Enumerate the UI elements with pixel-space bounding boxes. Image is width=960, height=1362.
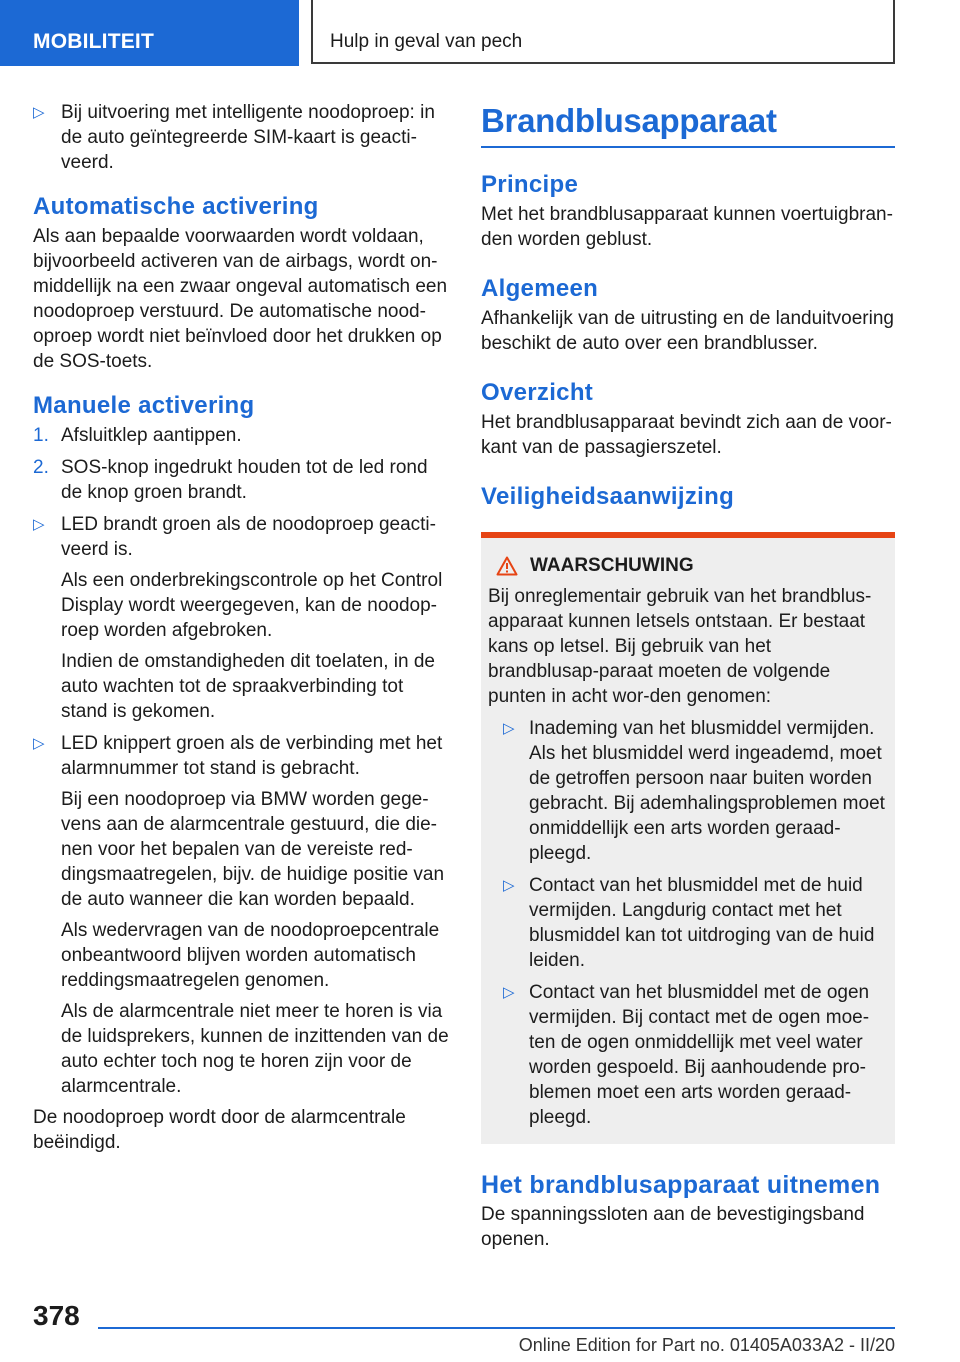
footer-divider (98, 1327, 895, 1329)
paragraph: Als een onderbrekingscontrole op het Control Display wordt weergegeven, kan de noodop-roep worden afgebroken. (61, 570, 443, 641)
paragraph-general: Afhankelijk van de uitrusting en de landuitvoering beschikt de auto over een brandblusser. (481, 308, 894, 354)
step-number: 1. (33, 425, 49, 446)
paragraph-principle: Met het brandblusapparaat kunnen voertuigbran-den worden geblust. (481, 204, 893, 250)
triangle-bullet-icon: ▷ (33, 516, 45, 533)
paragraph: Als de alarmcentrale niet meer te horen is via de luidsprekers, kunnen de inzittenden van de auto echter toch nog te horen zijn voor de alarmcentrale. (61, 1001, 449, 1097)
list-item (33, 423, 449, 448)
warning-title (488, 552, 887, 580)
paragraph-remove: De spanningssloten aan de bevestigingsband openen. (481, 1204, 865, 1250)
paragraph: Indien de omstandigheden dit toelaten, in de auto wachten tot de spraakverbinding tot stand is gekomen. (61, 651, 435, 722)
list-item (503, 980, 887, 1130)
paragraph-overview: Het brandblusapparaat bevindt zich aan de voor-kant van de passagierszetel. (481, 412, 892, 458)
list-item (33, 731, 449, 781)
step-text: Afsluitklep aantippen. (61, 425, 242, 446)
triangle-bullet-icon: ▷ (33, 735, 45, 752)
triangle-bullet-icon: ▷ (503, 984, 515, 1001)
paragraph-automatic: Als aan bepaalde voorwaarden wordt voldaan, bijvoorbeeld activeren van de airbags, wordt on-middellijk na een zwaar ongeval automatisch een noodoproep verstuurd. De automatische nood-oproep wordt niet beïnvloed door het drukken op de SOS-toets. (33, 226, 448, 372)
step-text: SOS-knop ingedrukt houden tot de led rond de knop groen brandt. (61, 457, 428, 503)
page-title: Brandblusapparaat (481, 100, 895, 148)
right-column (481, 100, 895, 1252)
paragraph-closing: De noodoproep wordt door de alarmcentrale beëindigd. (33, 1107, 406, 1153)
warning-triangle-icon (496, 556, 518, 576)
chapter-tab[interactable]: Hulp in geval van pech (311, 0, 895, 64)
heading-overview: Overzicht (481, 379, 594, 406)
bullet-text: LED brandt groen als de noodoproep geacti-veerd is. (61, 514, 436, 560)
warning-title-text: WAARSCHUWING (530, 555, 694, 576)
bullet-text: Inademing van het blusmiddel vermijden. Als het blusmiddel werd ingeademd, moet de getroffen persoon naar buiten worden gebracht. Bij ademhalingsproblemen moet onmiddellijk een arts worden geraad-pleegd. (529, 718, 885, 864)
heading-principle: Principe (481, 171, 579, 198)
list-item (33, 512, 449, 562)
page-number: 378 (33, 1300, 80, 1331)
heading-general: Algemeen (481, 275, 599, 302)
bullet-text: Contact van het blusmiddel met de huid vermijden. Langdurig contact met het blusmiddel kan tot uitdroging van de huid leiden. (529, 875, 875, 971)
page-header (0, 0, 960, 66)
list-item (33, 100, 449, 175)
left-column (33, 100, 449, 1155)
triangle-bullet-icon: ▷ (503, 720, 515, 737)
heading-automatic-activation: Automatische activering (33, 193, 319, 220)
list-item (503, 716, 887, 866)
section-tab[interactable]: MOBILITEIT (0, 0, 299, 66)
bullet-text: Bij uitvoering met intelligente noodoproep: in de auto geïntegreerde SIM-kaart is geacti-veerd. (61, 102, 435, 173)
bullet-text: LED knippert groen als de verbinding met het alarmnummer tot stand is gebracht. (61, 733, 443, 779)
heading-safety: Veiligheidsaanwijzing (481, 483, 735, 510)
triangle-bullet-icon: ▷ (33, 104, 45, 121)
list-item (33, 455, 449, 505)
step-number: 2. (33, 457, 49, 478)
warning-text: Bij onreglementair gebruik van het brandblus-apparaat kunnen letsels ontstaan. Er bestaat kans op letsel. Bij gebruik van het brandblusap-paraat moeten de volgende punten in acht wor-den genomen: (488, 586, 872, 707)
heading-manual-activation: Manuele activering (33, 392, 255, 419)
bullet-text: Contact van het blusmiddel met de ogen vermijden. Bij contact met de ogen moe-ten de ogen onmiddellijk met veel water worden gespoeld. Bij aanhoudende pro-blemen moet een arts worden geraad-pleegd. (529, 982, 870, 1128)
warning-box (481, 538, 895, 1144)
paragraph: Bij een noodoproep via BMW worden gege-vens aan de alarmcentrale gestuurd, die die-nen voor het bepalen van de vereiste red-dingsmaatregelen, bijv. de huidige positie van de auto wanneer die kan worden bepaald. (61, 789, 445, 910)
footer-edition-link[interactable]: Online Edition for Part no. 01405A033A2 - II/20 (518, 1335, 895, 1355)
triangle-bullet-icon: ▷ (503, 877, 515, 894)
list-item (503, 873, 887, 973)
heading-remove-extinguisher: Het brandblusapparaat uitnemen (481, 1171, 881, 1199)
paragraph: Als wedervragen van de noodoproepcentrale onbeantwoord blijven worden automatisch reddingsmaatregelen genomen. (61, 920, 440, 991)
